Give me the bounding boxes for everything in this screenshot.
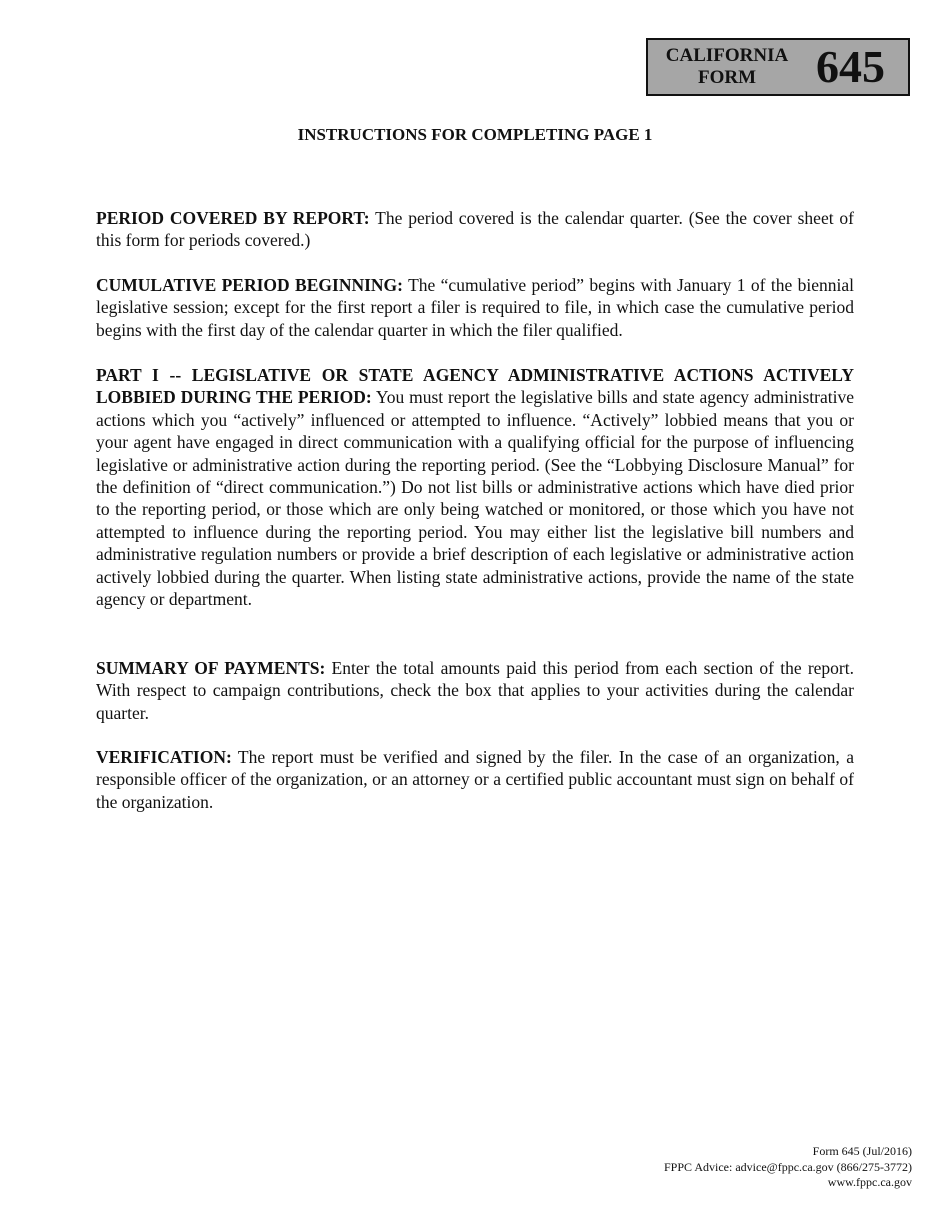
section-cumulative-period: [96, 274, 854, 341]
form-label: [648, 45, 806, 89]
footer-form-revision: Form 645 (Jul/2016): [812, 1144, 912, 1158]
section-heading: VERIFICATION:: [96, 747, 232, 767]
form-number: 645: [816, 41, 885, 92]
section-heading: PERIOD COVERED BY REPORT:: [96, 208, 370, 228]
footer-website: www.fppc.ca.gov: [827, 1175, 912, 1189]
section-summary-of-payments: [96, 657, 854, 724]
section-body: The “cumulative period” begins with January 1 of the biennial legislative session; except for the first report a filer is required to file, in which case the cumulative period begins with the first day of the calendar quarter in which the filer qualified.: [96, 275, 855, 340]
footer-advice-contact: FPPC Advice: advice@fppc.ca.gov (866/275-3772): [663, 1159, 912, 1174]
section-body: You must report the legislative bills and state agency administrative actions which you “actively” influenced or attempted to influence. “Actively” lobbied means that you or your agent have engaged in direct communication with a qualifying official for the purpose of influencing legislative or administrative action during the reporting period. (See the “Lobbying Disclosure Manual” for the definition of “direct communication.”) Do not list bills or administrative actions which have died prior to the reporting period, or those which are only being watched or monitored, or those which you have not attempted to influence during the reporting period. You may either list the legislative bill numbers and administrative regulation numbers or provide a brief description of each legislative or administrative action actively lobbied during the quarter. When listing state administrative actions, provide the name of the state agency or department.: [96, 387, 854, 610]
section-verification: [96, 746, 854, 813]
form-number-box: [646, 38, 910, 96]
form-label-line2: FORM: [697, 67, 757, 88]
page-title: INSTRUCTIONS FOR COMPLETING PAGE 1: [297, 125, 653, 144]
section-heading: CUMULATIVE PERIOD BEGINNING:: [96, 275, 403, 295]
section-part-one: [96, 364, 854, 610]
form-label-line1: CALIFORNIA: [665, 45, 789, 66]
section-body: The report must be verified and signed by the filer. In the case of an organization, a responsible officer of the organization, or an attorney or a certified public accountant must sign on behalf of the organization.: [96, 747, 854, 812]
page-footer: [664, 1144, 912, 1191]
section-body: The period covered is the calendar quarter. (See the cover sheet of this form for periods covered.): [96, 208, 854, 251]
section-heading: PART I -- LEGISLATIVE OR STATE AGENCY ADMINISTRATIVE ACTIONS ACTIVELY LOBBIED DURING THE PERIOD:: [96, 365, 854, 408]
section-heading: SUMMARY OF PAYMENTS:: [96, 658, 326, 678]
section-body: Enter the total amounts paid this period from each section of the report. With respect to campaign contributions, check the box that applies to your activities during the calendar quarter.: [96, 658, 854, 723]
section-period-covered: [96, 207, 854, 252]
